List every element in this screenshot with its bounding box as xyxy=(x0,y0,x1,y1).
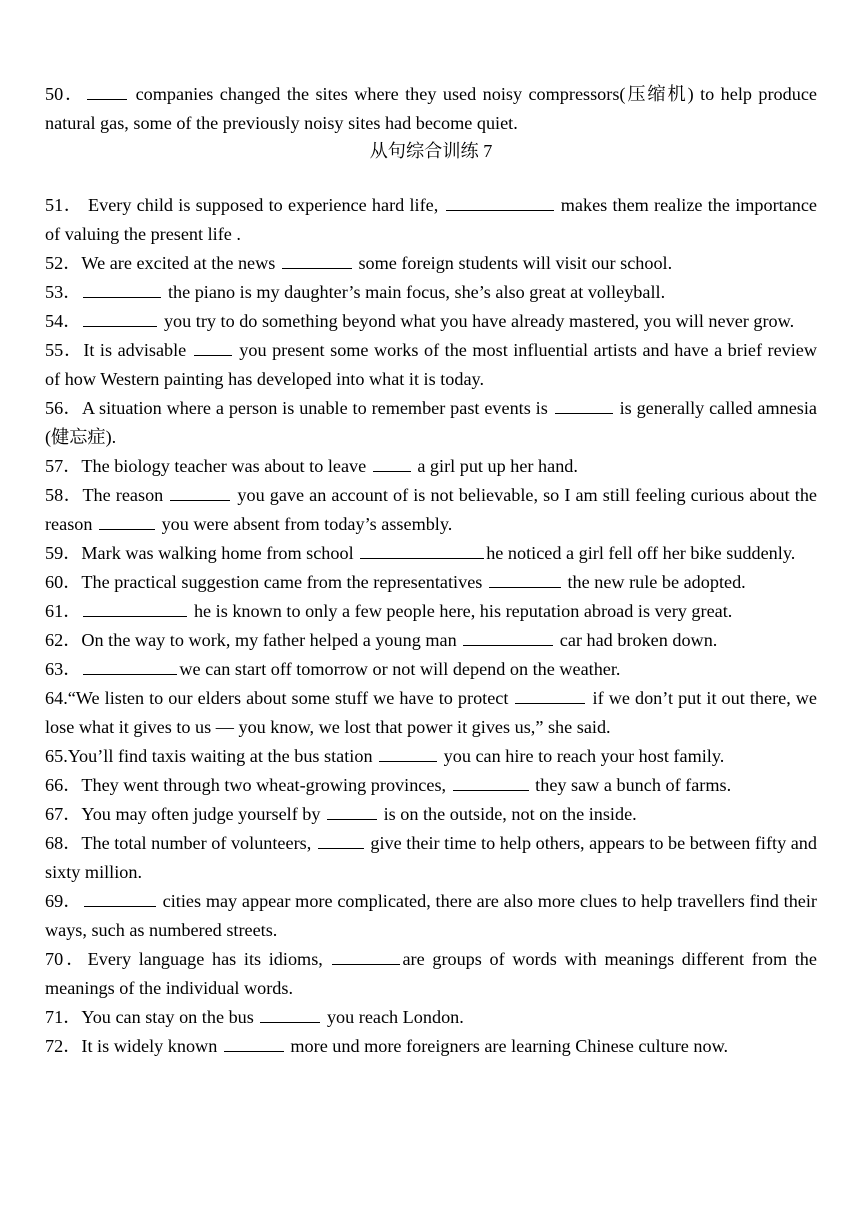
question-item xyxy=(45,945,817,1003)
question-text: They went through two wheat-growing provinces, xyxy=(81,775,451,795)
question-text: the piano is my daughter’s main focus, she’s also great at volleyball. xyxy=(163,282,666,302)
answer-blank[interactable] xyxy=(282,251,352,269)
question-number: 52． xyxy=(45,253,82,273)
question-text: The reason xyxy=(82,485,169,505)
question-item xyxy=(45,887,817,945)
question-number: 54． xyxy=(45,311,82,331)
answer-blank[interactable] xyxy=(446,193,554,211)
question-item xyxy=(45,539,817,568)
question-text: he noticed a girl fell off her bike suddenly. xyxy=(486,543,796,563)
question-text: you gave an account of is not believable, so I am still feeling curious about the reason xyxy=(45,485,817,534)
question-number: 61． xyxy=(45,601,82,621)
question-item xyxy=(45,742,817,771)
question-text: “We listen to our elders about some stuff we have to protect xyxy=(67,688,514,708)
question-text: we can start off tomorrow or not will depend on the weather. xyxy=(179,659,621,679)
question-item xyxy=(45,829,817,887)
answer-blank[interactable] xyxy=(83,280,161,298)
answer-blank[interactable] xyxy=(83,657,177,675)
question-text: You may often judge yourself by xyxy=(81,804,326,824)
question-item xyxy=(45,80,817,138)
answer-blank[interactable] xyxy=(224,1034,284,1052)
question-item xyxy=(45,568,817,597)
question-number: 59． xyxy=(45,543,82,563)
question-item xyxy=(45,278,817,307)
question-item xyxy=(45,307,817,336)
question-number: 55． xyxy=(45,340,84,360)
worksheet-page xyxy=(45,80,817,1061)
question-number: 63． xyxy=(45,659,82,679)
question-text: car had broken down. xyxy=(555,630,718,650)
question-item xyxy=(45,1032,817,1061)
question-text: A situation where a person is unable to remember past events is xyxy=(82,398,553,418)
question-number: 67． xyxy=(45,804,82,824)
answer-blank[interactable] xyxy=(99,512,155,530)
question-text: We are excited at the news xyxy=(81,253,280,273)
answer-blank[interactable] xyxy=(83,599,187,617)
answer-blank[interactable] xyxy=(194,338,232,356)
question-number: 72． xyxy=(45,1036,82,1056)
question-text: companies changed the sites where they used noisy compressors(压缩机) to help produce natural gas, some of the previously noisy sites had become quiet. xyxy=(45,84,817,133)
question-number: 65. xyxy=(45,746,68,766)
question-number: 64. xyxy=(45,688,68,708)
question-item xyxy=(45,481,817,539)
question-text: if we don’t put it out there, we lose what it gives to us — you know, we lost that power it gives us,” she said. xyxy=(45,688,818,737)
question-text: more und more foreigners are learning Chinese culture now. xyxy=(285,1036,729,1056)
question-item xyxy=(45,626,817,655)
question-text: cities may appear more complicated, there are also more clues to help travellers find their ways, such as numbered streets. xyxy=(45,891,817,940)
question-item xyxy=(45,394,817,452)
question-text: is generally called amnesia (健忘症). xyxy=(45,398,817,447)
question-number: 53． xyxy=(45,282,82,302)
question-text: It is advisable xyxy=(83,340,192,360)
answer-blank[interactable] xyxy=(87,82,127,100)
question-item xyxy=(45,684,817,742)
question-number: 57． xyxy=(45,456,82,476)
question-text: Every language has its idioms, xyxy=(87,949,331,969)
answer-blank[interactable] xyxy=(453,773,529,791)
question-text: Every child is supposed to experience hard life, xyxy=(82,195,444,215)
answer-blank[interactable] xyxy=(555,396,613,414)
answer-blank[interactable] xyxy=(84,889,156,907)
question-text: It is widely known xyxy=(81,1036,222,1056)
answer-blank[interactable] xyxy=(332,947,400,965)
section-title: 从句综合训练 7 xyxy=(369,141,493,161)
question-text: are groups of words with meanings different from the meanings of the individual words. xyxy=(45,949,817,998)
questions-before-title xyxy=(45,80,817,138)
question-number: 70． xyxy=(45,949,88,969)
questions-after-title xyxy=(45,191,817,1061)
question-number: 51． xyxy=(45,195,83,215)
question-item xyxy=(45,336,817,394)
question-number: 62． xyxy=(45,630,82,650)
question-text: you can hire to reach your host family. xyxy=(439,746,725,766)
question-text: makes them realize the importance of valuing the present life . xyxy=(45,195,818,244)
question-text: you were absent from today’s assembly. xyxy=(157,514,453,534)
question-item xyxy=(45,452,817,481)
question-text: You’ll find taxis waiting at the bus station xyxy=(67,746,378,766)
answer-blank[interactable] xyxy=(515,686,585,704)
answer-blank[interactable] xyxy=(373,454,411,472)
answer-blank[interactable] xyxy=(379,744,437,762)
answer-blank[interactable] xyxy=(170,483,230,501)
question-text: give their time to help others, appears to be between fifty and sixty million. xyxy=(45,833,817,882)
question-number: 71． xyxy=(45,1007,82,1027)
question-text: some foreign students will visit our school. xyxy=(353,253,673,273)
question-text: The total number of volunteers, xyxy=(81,833,316,853)
question-number: 68． xyxy=(45,833,82,853)
question-text: he is known to only a few people here, his reputation abroad is very great. xyxy=(189,601,733,621)
question-text: you try to do something beyond what you have already mastered, you will never grow. xyxy=(159,311,795,331)
question-text: you present some works of the most influential artists and have a brief review of how Western painting has developed into what it is today. xyxy=(45,340,817,389)
question-text: you reach London. xyxy=(322,1007,464,1027)
question-text: the new rule be adopted. xyxy=(562,572,746,592)
question-item xyxy=(45,800,817,829)
question-number: 69． xyxy=(45,891,82,911)
answer-blank[interactable] xyxy=(83,309,157,327)
question-text: You can stay on the bus xyxy=(81,1007,259,1027)
answer-blank[interactable] xyxy=(318,831,364,849)
question-text: Mark was walking home from school xyxy=(81,543,359,563)
question-number: 60． xyxy=(45,572,82,592)
answer-blank[interactable] xyxy=(327,802,377,820)
question-text: a girl put up her hand. xyxy=(412,456,578,476)
question-item xyxy=(45,771,817,800)
answer-blank[interactable] xyxy=(463,628,553,646)
question-item xyxy=(45,655,817,684)
question-item xyxy=(45,1003,817,1032)
answer-blank[interactable] xyxy=(489,570,561,588)
question-number: 66． xyxy=(45,775,82,795)
answer-blank[interactable] xyxy=(360,541,484,559)
question-text: The biology teacher was about to leave xyxy=(81,456,371,476)
question-text: is on the outside, not on the inside. xyxy=(379,804,637,824)
question-number: 56． xyxy=(45,398,83,418)
question-item xyxy=(45,249,817,278)
question-item xyxy=(45,597,817,626)
question-text: The practical suggestion came from the representatives xyxy=(81,572,487,592)
question-number: 50． xyxy=(45,84,86,104)
question-number: 58． xyxy=(45,485,83,505)
question-item xyxy=(45,191,817,249)
question-text: they saw a bunch of farms. xyxy=(530,775,732,795)
question-text: On the way to work, my father helped a young man xyxy=(81,630,462,650)
answer-blank[interactable] xyxy=(260,1005,320,1023)
